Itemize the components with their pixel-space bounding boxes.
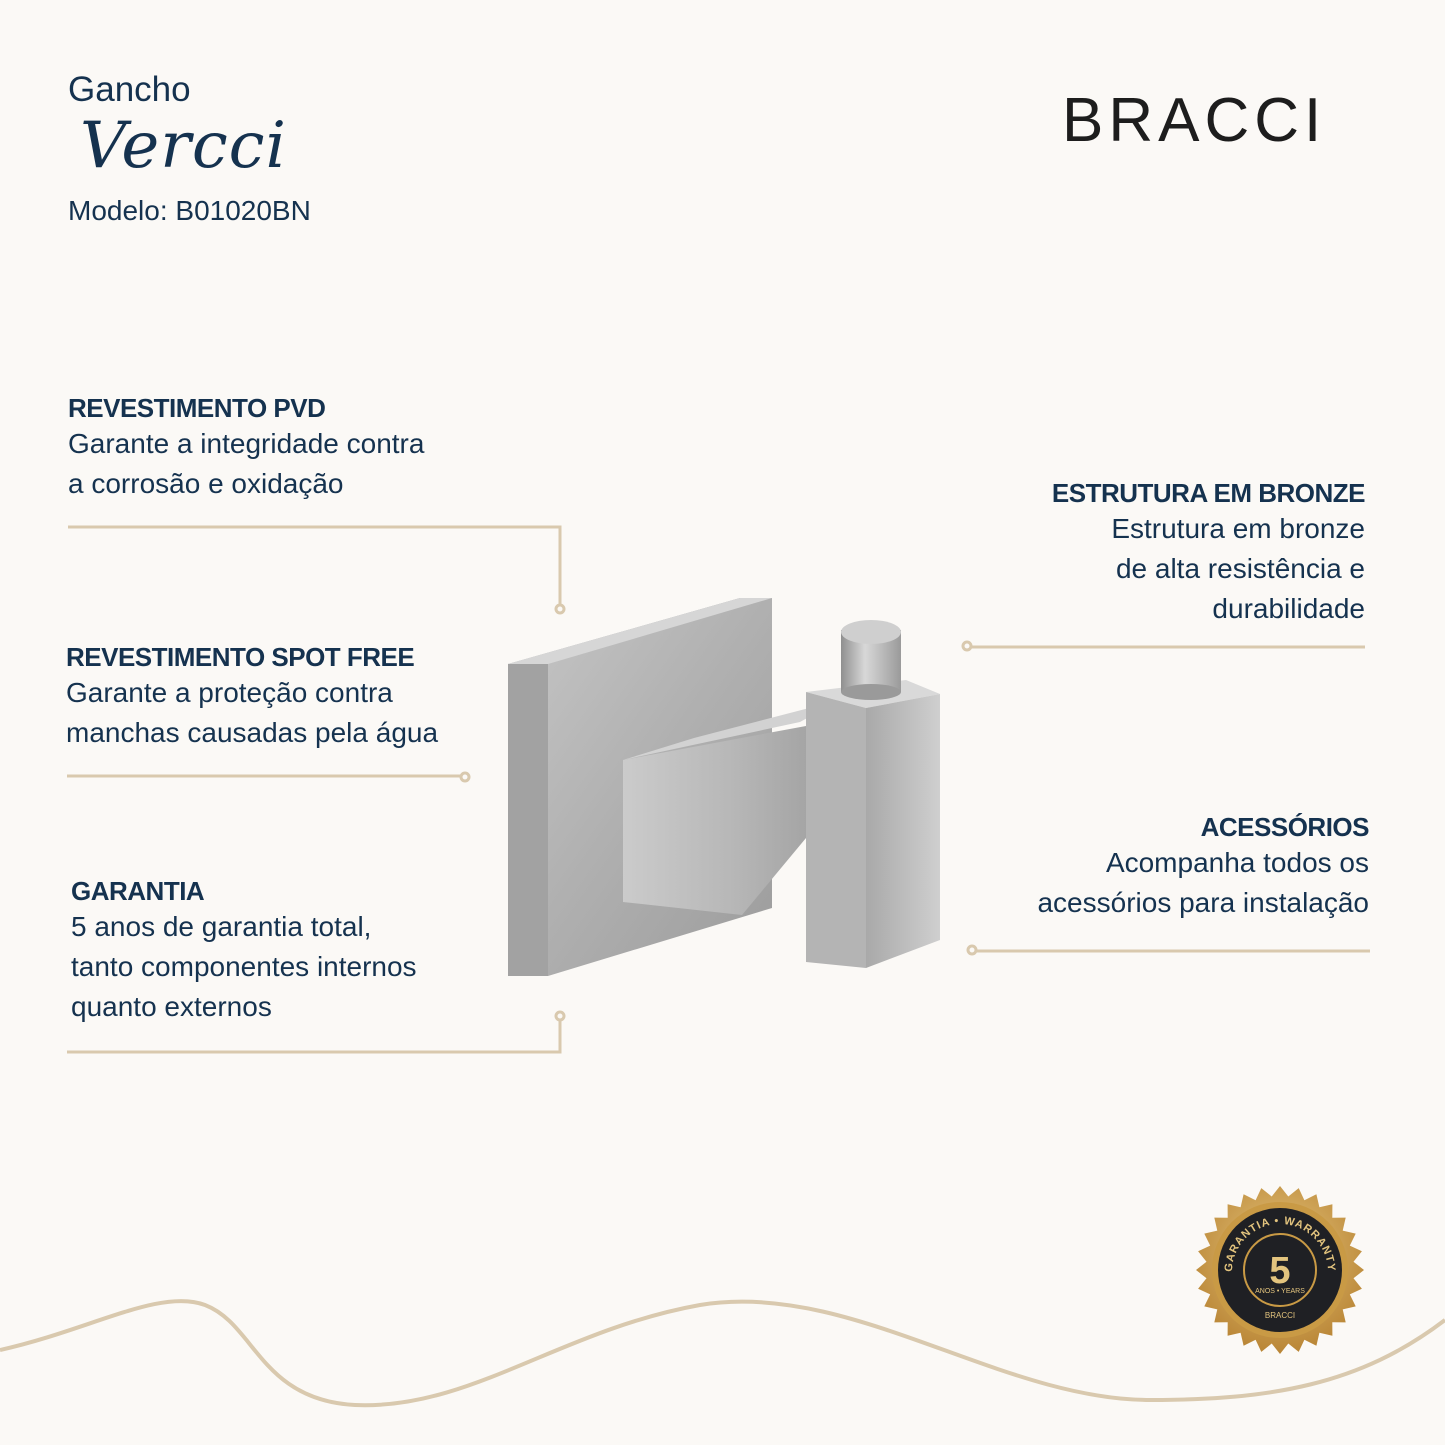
feature-title: ACESSÓRIOS	[1200, 812, 1369, 842]
feature-text: a corrosão e oxidação	[68, 468, 344, 499]
feature-title: REVESTIMENTO SPOT FREE	[66, 642, 415, 672]
feature-acessorios	[1037, 811, 1369, 923]
feature-pvd	[68, 392, 424, 504]
feature-title: REVESTIMENTO PVD	[68, 393, 326, 423]
product-type: Gancho	[68, 70, 191, 109]
seal-subtext: ANOS • YEARS	[1255, 1288, 1305, 1295]
feature-text: tanto componentes internos	[71, 951, 417, 982]
feature-text: manchas causadas pela água	[66, 717, 439, 748]
feature-text: 5 anos de garantia total,	[71, 911, 372, 942]
feature-title: GARANTIA	[71, 876, 205, 906]
seal-brand: BRACCI	[1264, 1311, 1296, 1320]
feature-text: Garante a proteção contra	[66, 677, 393, 708]
model-number: Modelo: B01020BN	[68, 195, 311, 226]
feature-text: Estrutura em bronze	[1111, 513, 1365, 544]
feature-bronze	[1052, 477, 1365, 629]
feature-text: quanto externos	[71, 991, 272, 1022]
seal-number: 5	[1269, 1250, 1291, 1292]
feature-text: Acompanha todos os	[1105, 847, 1369, 878]
feature-text: acessórios para instalação	[1037, 887, 1369, 918]
product-name: Vercci	[80, 109, 287, 183]
feature-text: de alta resistência e	[1115, 553, 1365, 584]
brand-logo: BRACCI	[1062, 86, 1327, 155]
seal-arc-text: GARANTIA • WARRANTY	[1222, 1214, 1338, 1273]
feature-text: durabilidade	[1212, 593, 1365, 624]
feature-spot-free	[66, 641, 438, 753]
feature-title: ESTRUTURA EM BRONZE	[1051, 478, 1365, 508]
feature-text: Garante a integridade contra	[68, 428, 425, 459]
feature-garantia	[71, 875, 417, 1027]
